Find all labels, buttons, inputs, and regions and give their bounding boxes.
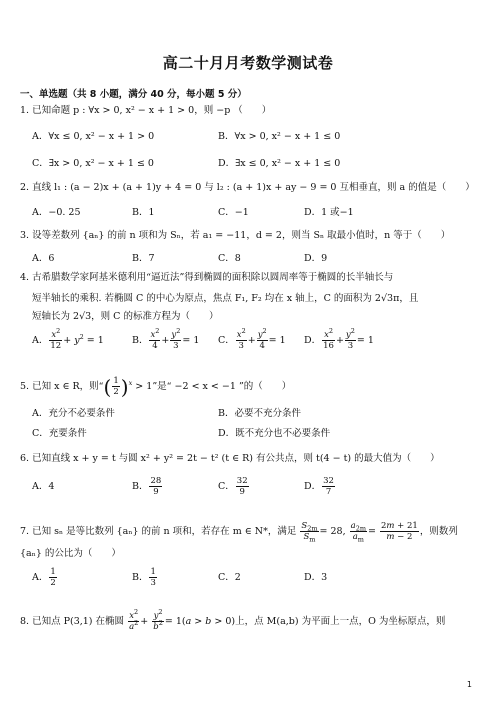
question-4-line-2: 短半轴长的乘积. 若椭圆 C 的中心为原点，焦点 F₁, F₂ 均在 x 轴上，C 的面积为 2√3π，且 — [32, 293, 419, 304]
question-7-option-c: C．2 — [218, 572, 241, 583]
question-5-option-a: A．充分不必要条件 — [32, 408, 115, 419]
question-7-line-2: {aₙ} 的公比为（ ） — [20, 548, 121, 559]
question-3-option-c: C．8 — [218, 253, 241, 264]
question-4-line-1: 4. 古希腊数学家阿基米德利用“逼近法”得到椭圆的面积除以圆周率等于椭圆的长半轴长与 — [20, 272, 394, 283]
question-5-stem-prefix: 5. 已知 x ∈ R，则“ — [20, 381, 104, 392]
question-8-stem: 8. 已知点 P(3,1) 在椭圆 $\frac{x^2}{a^2}$ + $\frac{y^2}{b^2}$ = 1(a > b > 0)上，点 M(a,b) 为平面上一点，O 为坐标原点，则 — [20, 608, 446, 632]
option-c-label: C． — [218, 335, 235, 346]
question-5-stem-suffix: > 1”是“ −2 < x < −1 ”的（ ） — [135, 381, 292, 392]
question-7-option-d: D．3 — [304, 572, 328, 583]
page-title: 高二十月月考数学测试卷 — [162, 54, 334, 72]
option-b-label: B． — [132, 481, 149, 492]
option-d-label: D． — [304, 335, 322, 346]
question-7-stem-prefix: 7. 已知 sₙ 是等比数列 {aₙ} 的前 n 项和，若存在 m ∈ N*，满足 — [20, 526, 297, 537]
question-6-option-a: A．4 — [32, 481, 55, 492]
question-1-option-a: A．∀x ≤ 0, x² − x + 1 > 0 — [32, 131, 155, 142]
question-1-option-c: C．∃x > 0, x² − x + 1 ≤ 0 — [32, 158, 154, 169]
question-1-stem: 1. 已知命题 p : ∀x > 0, x² − x + 1 > 0，则 −p （ ） — [20, 105, 272, 116]
question-6-option-c: C． $\frac{32}{9}$ — [218, 476, 248, 497]
question-2-stem: 2. 直线 l₁ : (a − 2)x + (a + 1)y + 4 = 0 与 l₂ : (a + 1)x + ay − 9 = 0 互相垂直，则 a 的值是（ ） — [20, 182, 475, 193]
question-2-option-b: B．1 — [132, 207, 155, 218]
question-4-line-3: 短轴长为 2√3，则 C 的标准方程为（ ） — [32, 311, 219, 322]
question-3-option-b: B．7 — [132, 253, 155, 264]
question-4-option-a: A． $\frac{x^2}{12}$ + $y^2 = 1$ — [32, 327, 104, 351]
question-6-option-b: B． $\frac{28}{9}$ — [132, 476, 162, 497]
question-5-option-b: B．必要不充分条件 — [218, 408, 301, 419]
question-5-option-c: C．充要条件 — [32, 428, 87, 439]
question-6-stem: 6. 已知直线 x + y = t 与圆 x² + y² = 2t − t² (t ∈ R) 有公共点，则 t(4 − t) 的最大值为（ ） — [20, 453, 440, 464]
question-3-option-d: D．9 — [304, 253, 328, 264]
question-8-stem-suffix: 上，点 M(a,b) 为平面上一点，O 为坐标原点，则 — [235, 616, 446, 627]
question-1-option-b: B．∀x > 0, x² − x + 1 ≤ 0 — [218, 131, 341, 142]
question-7-option-b: B． $\frac{1}{3}$ — [132, 567, 156, 588]
question-6-option-d: D． $\frac{32}{7}$ — [304, 476, 334, 497]
question-4-option-c: C． $\frac{x^2}{3}$ + $\frac{y^2}{4}$ = 1 — [218, 327, 286, 351]
question-7-stem: 7. 已知 sₙ 是等比数列 {aₙ} 的前 n 项和，若存在 m ∈ N*，满足 $\frac{S_{2m}}{S_m}$ = 28, $\frac{a_{2m}}{a_m}$ = $\frac{2m + 21}{m - 2}$ ，则数列 — [20, 521, 458, 544]
question-1-option-d: D．∃x ≤ 0, x² − x + 1 ≤ 0 — [218, 158, 341, 169]
question-7-stem-suffix: ，则数列 — [419, 526, 458, 537]
option-d-label: D． — [304, 481, 322, 492]
question-5-option-d: D．既不充分也不必要条件 — [218, 428, 331, 439]
option-a-label: A． — [32, 335, 49, 346]
question-8-stem-prefix: 8. 已知点 P(3,1) 在椭圆 — [20, 616, 125, 627]
question-5-stem: 5. 已知 x ∈ R，则“( $\frac{1}{2}$ )$^x$ > 1”是“ −2 < x < −1 ”的（ ） — [20, 374, 292, 399]
question-2-option-d: D．1 或−1 — [304, 207, 354, 218]
option-b-label: B． — [132, 572, 149, 583]
section-heading: 一、单选题（共 8 小题，满分 40 分，每小题 5 分） — [20, 89, 247, 100]
option-a-label: A． — [32, 572, 49, 583]
question-4-option-d: D． $\frac{x^2}{16}$ + $\frac{y^2}{3}$ = 1 — [304, 327, 374, 351]
page-number: 1 — [466, 680, 472, 689]
question-3-option-a: A．6 — [32, 253, 55, 264]
option-b-label: B． — [132, 335, 149, 346]
question-4-option-b: B． $\frac{x^2}{4}$ + $\frac{y^2}{3}$ = 1 — [132, 327, 200, 351]
question-2-option-c: C．−1 — [218, 207, 249, 218]
option-c-label: C． — [218, 481, 235, 492]
question-7-option-a: A． $\frac{1}{2}$ — [32, 567, 56, 588]
question-3-stem: 3. 设等差数列 {aₙ} 的前 n 项和为 Sₙ，若 a₁ = −11，d = 2，则当 Sₙ 取最小值时，n 等于（ ） — [20, 230, 451, 241]
question-2-option-a: A．−0. 25 — [32, 207, 81, 218]
